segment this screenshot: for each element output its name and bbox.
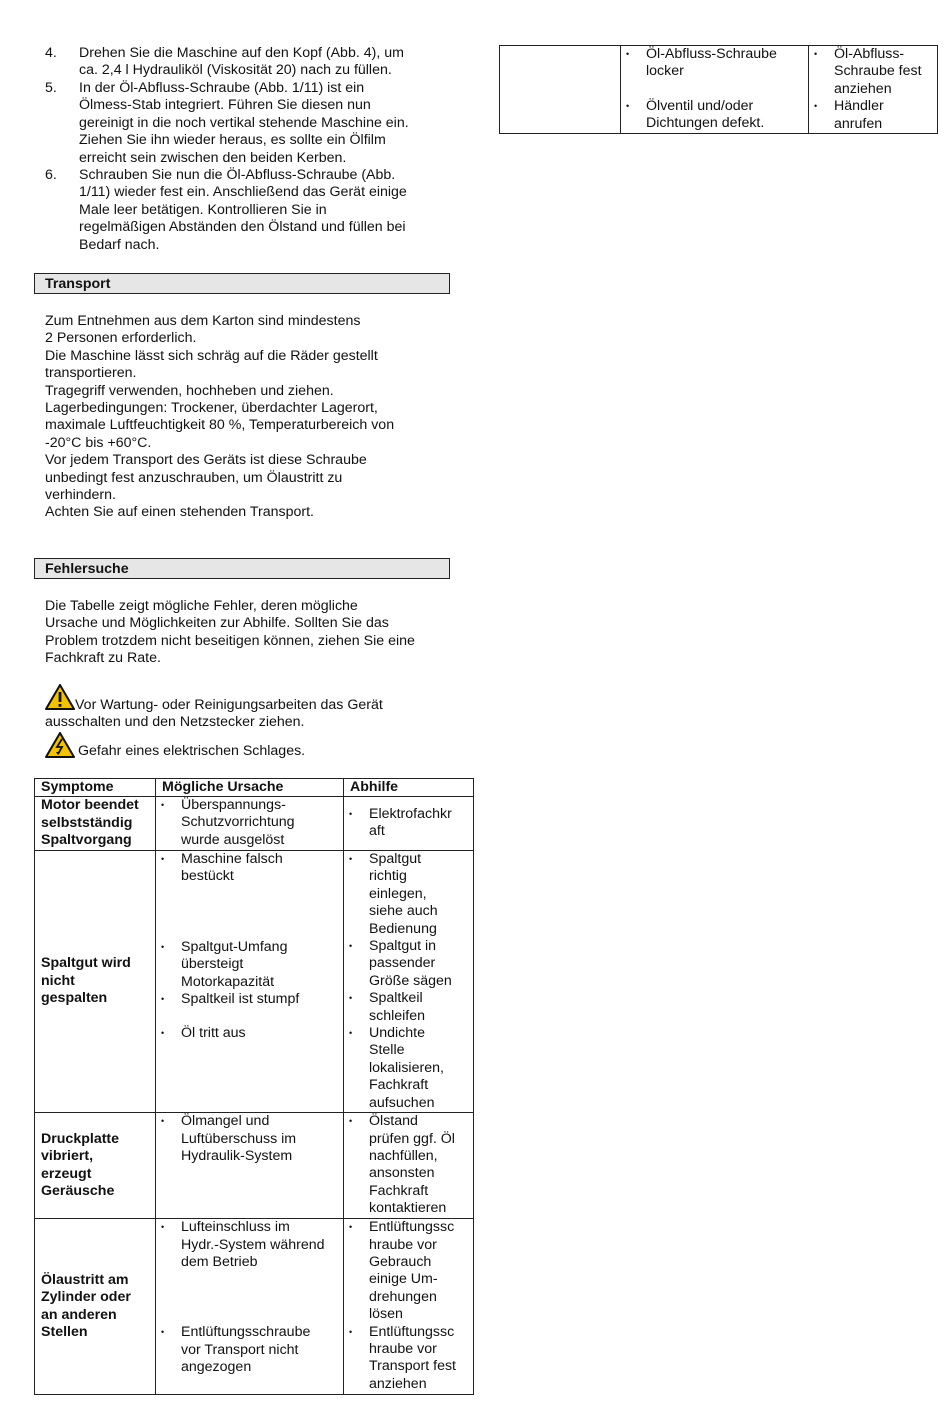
list-item: • Spaltkeil ist stumpf [161, 991, 300, 1008]
list-item: • Spaltgut richtig einlegen, siehe auch Bedienung [349, 851, 438, 937]
table-row [35, 1219, 474, 1395]
symptom-cell: Druckplatte vibriert, erzeugt Geräusche [35, 1113, 156, 1219]
remedy-cell [344, 1113, 474, 1219]
warning-text-electric: Gefahr eines elektrischen Schlages. [78, 743, 306, 759]
list-item: • Entlüftungssc hraube vor Transport fest anziehen [349, 1323, 456, 1392]
list-item: • Ölventil und/oder Dichtungen defekt. [626, 97, 765, 132]
list-item: • Ölstand prüfen ggf. Öl nachfüllen, ansonsten Fachkraft kontaktieren [349, 1113, 455, 1217]
electric-hazard-icon [45, 732, 75, 758]
continued-troubleshooting-table [499, 45, 938, 134]
fehlersuche-text: Die Tabelle zeigt mögliche Fehler, deren mögliche Ursache und Möglichkeiten zur Abhilfe. Sollten Sie das Problem trotzdem nicht beseitigen können, ziehen Sie eine Fachkraft zu Rate. [45, 598, 415, 667]
step-text: In der Öl-Abfluss-Schraube (Abb. 1/11) ist ein Ölmess-Stab integriert. Führen Sie diesen nun gereinigt in die noch vertikal stehende Maschine ein. Ziehen Sie ihn wieder heraus, es sollte ein Ölfilm erreicht sein zwischen den beiden Kerben. [79, 80, 409, 166]
list-item: • Öl-Abfluss-Schraube locker [626, 46, 777, 80]
fehlersuche-heading: Fehlersuche [34, 558, 450, 579]
step-number: 6. [45, 167, 57, 183]
symptom-cell: Ölaustritt am Zylinder oder an anderen Stellen [35, 1219, 156, 1395]
table-row [500, 46, 938, 134]
troubleshooting-table [34, 778, 474, 1395]
list-item: • Undichte Stelle lokalisieren, Fachkraft aufsuchen [349, 1025, 444, 1111]
column-header: Abhilfe [344, 779, 474, 797]
cause-cell [156, 851, 344, 1113]
symptom-cell [500, 46, 621, 134]
table-row [35, 851, 474, 1113]
table-row [35, 1113, 474, 1219]
cause-cell [621, 46, 809, 134]
list-item: • Entlüftungssc hraube vor Gebrauch einige Um- drehungen lösen [349, 1219, 455, 1323]
list-item: • Öl-Abfluss- Schraube fest anziehen [814, 46, 922, 97]
column-header: Symptome [35, 779, 156, 797]
step-number: 4. [45, 45, 57, 61]
remedy-cell [344, 797, 474, 851]
list-item: • Lufteinschluss im Hydr.-System während dem Betrieb [161, 1219, 325, 1270]
list-item: • Spaltkeil schleifen [349, 990, 425, 1024]
cause-cell [156, 797, 344, 851]
transport-heading: Transport [34, 273, 450, 294]
list-item: • Maschine falsch bestückt [161, 851, 283, 885]
table-row [35, 797, 474, 851]
list-item: • Ölmangel und Luftüberschuss im Hydraulik-System [161, 1113, 297, 1164]
list-item: • Öl tritt aus [161, 1025, 246, 1042]
step-text: Drehen Sie die Maschine auf den Kopf (Abb. 4), um ca. 2,4 l Hydrauliköl (Viskosität 20) nach zu füllen. [79, 45, 404, 79]
list-item: • Spaltgut in passender Größe sägen [349, 938, 452, 989]
cause-cell [156, 1219, 344, 1395]
symptom-cell: Motor beendet selbstständig Spaltvorgang [35, 797, 156, 851]
warning-text-maintenance: Vor Wartung- oder Reinigungsarbeiten das Gerät ausschalten und den Netzstecker ziehen. [45, 697, 383, 731]
list-item: • Überspannungs- Schutzvorrichtung wurde ausgelöst [161, 797, 295, 848]
table-header-row [35, 779, 474, 797]
column-header: Mögliche Ursache [156, 779, 344, 797]
list-item: • Elektrofachkr aft [349, 806, 452, 840]
remedy-cell [809, 46, 938, 134]
symptom-cell: Spaltgut wird nicht gespalten [35, 851, 156, 1113]
step-text: Schrauben Sie nun die Öl-Abfluss-Schraube (Abb. 1/11) wieder fest ein. Anschließend das Gerät einige Male leer betätigen. Kontrollieren Sie in regelmäßigen Abständen den Ölstand und füllen bei Bedarf nach. [79, 167, 407, 253]
list-item: • Spaltgut-Umfang übersteigt Motorkapazität [161, 938, 288, 990]
remedy-cell [344, 1219, 474, 1395]
list-item: • Entlüftungsschraube vor Transport nicht angezogen [161, 1324, 311, 1376]
step-number: 5. [45, 80, 57, 96]
list-item: • Händler anrufen [814, 98, 884, 132]
transport-text: Zum Entnehmen aus dem Karton sind mindestens 2 Personen erforderlich. Die Maschine lässt sich schräg auf die Räder gestellt transportieren. Tragegriff verwenden, hochheben und ziehen. Lagerbedingungen: Trockener, überdachter Lagerort, maximale Luftfeuchtigkeit 80 %, Temperaturbereich von -20°C bis +60°C. Vor jedem Transport des Geräts ist diese Schraube unbedingt fest anzuschrauben, um Ölaustritt zu verhindern. Achten Sie auf einen stehenden Transport. [45, 313, 395, 521]
cause-cell [156, 1113, 344, 1219]
remedy-cell [344, 851, 474, 1113]
